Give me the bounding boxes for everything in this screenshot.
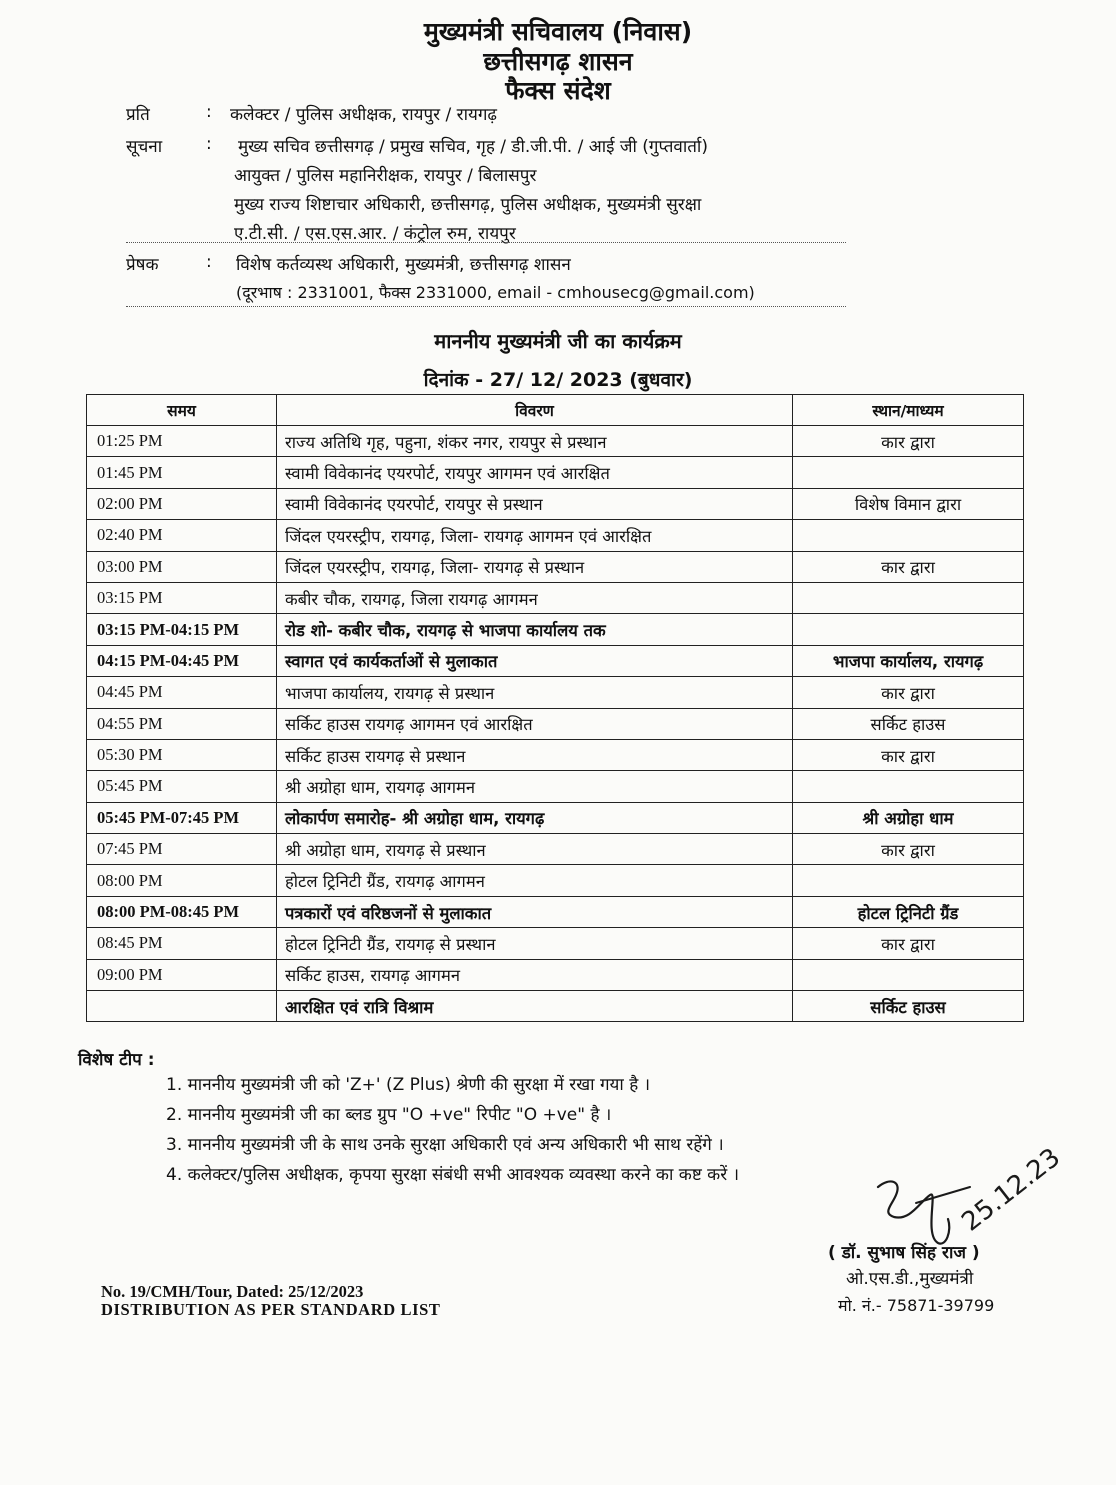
header-government: छत्तीसगढ़ शासन [483, 47, 633, 76]
signatory-designation: ओ.एस.डी.,मुख्यमंत्री [846, 1269, 974, 1289]
time-cell: 05:45 PM [87, 771, 277, 802]
table-row [87, 865, 1024, 896]
column-header-place: स्थान/माध्यम [793, 395, 1024, 426]
note-item: 1. माननीय मुख्यमंत्री जी को 'Z+' (Z Plus) श्रेणी की सुरक्षा में रखा गया है । [166, 1075, 651, 1095]
info-line: आयुक्त / पुलिस महानिरीक्षक, रायपुर / बिलासपुर [234, 166, 537, 186]
signatory-name: ( डॉ. सुभाष सिंह राज ) [828, 1243, 980, 1263]
details-cell: जिंदल एयरस्ट्रीप, रायगढ़, जिला- रायगढ़ से प्रस्थान [277, 551, 793, 582]
divider [126, 242, 846, 243]
details-cell: सर्किट हाउस रायगढ़ आगमन एवं आरक्षित [277, 708, 793, 739]
place-cell: कार द्वारा [793, 677, 1024, 708]
schedule-table [86, 394, 1024, 1022]
to-value: कलेक्टर / पुलिस अधीक्षक, रायपुर / रायगढ़ [230, 105, 498, 125]
details-cell: सर्किट हाउस रायगढ़ से प्रस्थान [277, 739, 793, 770]
place-cell: कार द्वारा [793, 551, 1024, 582]
to-label: प्रति [126, 105, 150, 125]
distribution-note: DISTRIBUTION AS PER STANDARD LIST [101, 1300, 441, 1319]
place-cell: कार द्वारा [793, 834, 1024, 865]
table-row [87, 582, 1024, 613]
details-cell: होटल ट्रिनिटी ग्रैंड, रायगढ़ से प्रस्थान [277, 928, 793, 959]
time-cell: 01:25 PM [87, 426, 277, 457]
place-cell: विशेष विमान द्वारा [793, 488, 1024, 519]
time-cell: 07:45 PM [87, 834, 277, 865]
details-cell: होटल ट्रिनिटी ग्रैंड, रायगढ़ आगमन [277, 865, 793, 896]
place-cell [793, 771, 1024, 802]
details-cell: जिंदल एयरस्ट्रीप, रायगढ़, जिला- रायगढ़ आगमन एवं आरक्षित [277, 520, 793, 551]
info-label: सूचना [126, 137, 163, 157]
schedule-body [87, 426, 1024, 1022]
table-row [87, 959, 1024, 990]
note-item: 3. माननीय मुख्यमंत्री जी के साथ उनके सुरक्षा अधिकारी एवं अन्य अधिकारी भी साथ रहेंगे । [166, 1135, 724, 1155]
details-cell: पत्रकारों एवं वरिष्ठजनों से मुलाकात [277, 896, 793, 927]
place-cell [793, 959, 1024, 990]
details-cell: लोकार्पण समारोह- श्री अग्रोहा धाम, रायगढ़ [277, 802, 793, 833]
info-colon: : [206, 134, 212, 154]
table-row [87, 551, 1024, 582]
table-row [87, 928, 1024, 959]
handwritten-signature [820, 1142, 1067, 1252]
time-cell: 02:00 PM [87, 488, 277, 519]
place-cell [793, 457, 1024, 488]
details-cell: श्री अग्रोहा धाम, रायगढ़ आगमन [277, 771, 793, 802]
details-cell: आरक्षित एवं रात्रि विश्राम [277, 991, 793, 1022]
time-cell: 08:00 PM-08:45 PM [87, 896, 277, 927]
place-cell: सर्किट हाउस [793, 991, 1024, 1022]
signatory-mobile: मो. नं.- 75871-39799 [838, 1296, 995, 1315]
table-row [87, 677, 1024, 708]
time-cell: 03:15 PM-04:15 PM [87, 614, 277, 645]
time-cell: 04:55 PM [87, 708, 277, 739]
programme-title: माननीय मुख्यमंत्री जी का कार्यक्रम [434, 329, 682, 353]
time-cell: 04:45 PM [87, 677, 277, 708]
table-row [87, 645, 1024, 676]
details-cell: स्वागत एवं कार्यकर्ताओं से मुलाकात [277, 645, 793, 676]
table-row [87, 834, 1024, 865]
time-cell: 08:00 PM [87, 865, 277, 896]
place-cell [793, 614, 1024, 645]
header-secretariat: मुख्यमंत्री सचिवालय (निवास) [423, 17, 693, 46]
from-contact: (दूरभाष : 2331001, फैक्स 2331000, email - cmhousecg@gmail.com) [236, 283, 755, 302]
time-cell: 08:45 PM [87, 928, 277, 959]
note-item: 2. माननीय मुख्यमंत्री जी का ब्लड ग्रुप "O +ve" रिपीट "O +ve" है । [166, 1105, 612, 1125]
time-cell: 01:45 PM [87, 457, 277, 488]
details-cell: श्री अग्रोहा धाम, रायगढ़ से प्रस्थान [277, 834, 793, 865]
place-cell: सर्किट हाउस [793, 708, 1024, 739]
programme-date: दिनांक - 27/ 12/ 2023 (बुधवार) [423, 369, 693, 391]
info-line: ए.टी.सी. / एस.एस.आर. / कंट्रोल रुम, रायपुर [234, 224, 516, 244]
table-row [87, 426, 1024, 457]
address-block [126, 102, 866, 302]
note-item: 4. कलेक्टर/पुलिस अधीक्षक, कृपया सुरक्षा संबंधी सभी आवश्यक व्यवस्था करने का कष्ट करें । [166, 1165, 740, 1185]
details-cell: रोड शो- कबीर चौक, रायगढ़ से भाजपा कार्यालय तक [277, 614, 793, 645]
to-colon: : [206, 102, 212, 122]
table-row [87, 739, 1024, 770]
table-row [87, 896, 1024, 927]
column-header-details: विवरण [277, 395, 793, 426]
table-header-row [87, 395, 1024, 426]
table-row [87, 771, 1024, 802]
place-cell [793, 865, 1024, 896]
place-cell [793, 582, 1024, 613]
time-cell: 05:30 PM [87, 739, 277, 770]
table-row [87, 614, 1024, 645]
time-cell: 05:45 PM-07:45 PM [87, 802, 277, 833]
time-cell: 03:15 PM [87, 582, 277, 613]
place-cell [793, 520, 1024, 551]
details-cell: कबीर चौक, रायगढ़, जिला रायगढ़ आगमन [277, 582, 793, 613]
header-fax-message: फैक्स संदेश [505, 76, 611, 105]
table-row [87, 991, 1024, 1022]
details-cell: स्वामी विवेकानंद एयरपोर्ट, रायपुर आगमन एवं आरक्षित [277, 457, 793, 488]
divider [126, 306, 846, 307]
table-row [87, 488, 1024, 519]
place-cell: कार द्वारा [793, 739, 1024, 770]
place-cell: होटल ट्रिनिटी ग्रैंड [793, 896, 1024, 927]
info-line: मुख्य राज्य शिष्टाचार अधिकारी, छत्तीसगढ़, पुलिस अधीक्षक, मुख्यमंत्री सुरक्षा [234, 195, 702, 215]
from-colon: : [206, 252, 212, 272]
details-cell: भाजपा कार्यालय, रायगढ़ से प्रस्थान [277, 677, 793, 708]
place-cell: श्री अग्रोहा धाम [793, 802, 1024, 833]
reference-number: No. 19/CMH/Tour, Dated: 25/12/2023 [101, 1282, 364, 1301]
time-cell [87, 991, 277, 1022]
signature-date: 25.12.23 [956, 1142, 1067, 1238]
info-line: मुख्य सचिव छत्तीसगढ़ / प्रमुख सचिव, गृह / डी.जी.पी. / आई जी (गुप्तवार्ता) [238, 137, 708, 157]
time-cell: 03:00 PM [87, 551, 277, 582]
column-header-time: समय [87, 395, 277, 426]
details-cell: स्वामी विवेकानंद एयरपोर्ट, रायपुर से प्रस्थान [277, 488, 793, 519]
time-cell: 02:40 PM [87, 520, 277, 551]
table-row [87, 708, 1024, 739]
time-cell: 09:00 PM [87, 959, 277, 990]
time-cell: 04:15 PM-04:45 PM [87, 645, 277, 676]
details-cell: सर्किट हाउस, रायगढ़ आगमन [277, 959, 793, 990]
table-row [87, 520, 1024, 551]
details-cell: राज्य अतिथि गृह, पहुना, शंकर नगर, रायपुर से प्रस्थान [277, 426, 793, 457]
place-cell: कार द्वारा [793, 928, 1024, 959]
from-label: प्रेषक [126, 255, 159, 275]
from-value: विशेष कर्तव्यस्थ अधिकारी, मुख्यमंत्री, छत्तीसगढ़ शासन [236, 255, 571, 275]
table-row [87, 457, 1024, 488]
place-cell: कार द्वारा [793, 426, 1024, 457]
notes-title: विशेष टीप : [78, 1050, 155, 1070]
place-cell: भाजपा कार्यालय, रायगढ़ [793, 645, 1024, 676]
table-row [87, 802, 1024, 833]
